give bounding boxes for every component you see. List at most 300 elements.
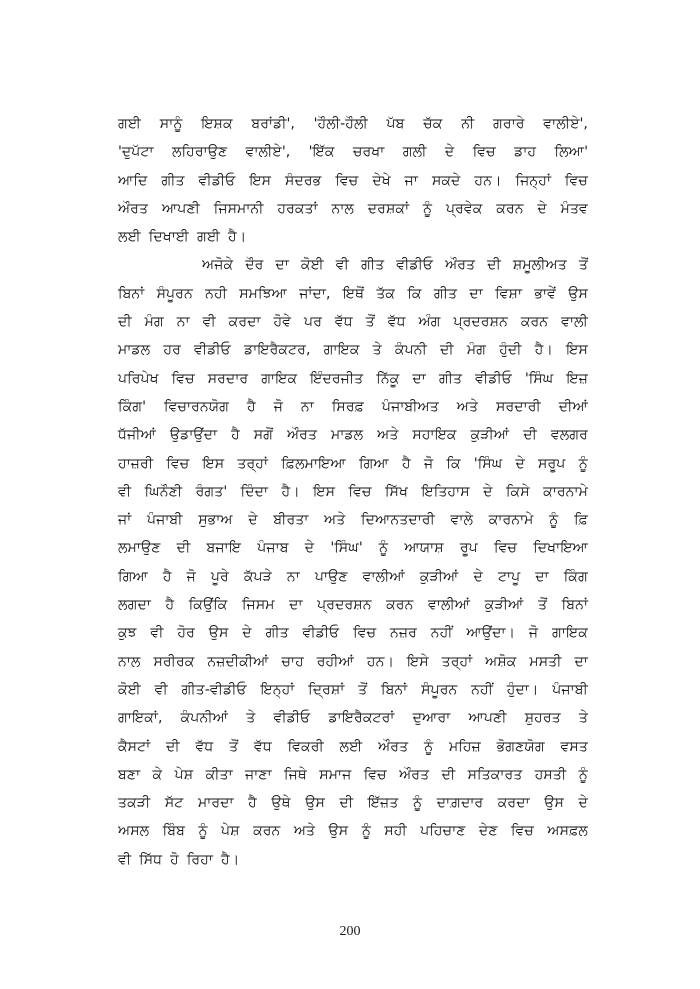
word: ਸਰੂਪ xyxy=(538,455,566,472)
word: ਮੰਗ xyxy=(144,314,164,331)
word: ਉਸ xyxy=(568,285,588,302)
paragraph xyxy=(118,110,588,251)
word: ਹੈ xyxy=(162,568,172,585)
text-line xyxy=(118,648,588,676)
word: ਆਪਣੀ xyxy=(468,710,507,727)
word: ਦ੍ਰਿਸ਼ਾਂ xyxy=(308,681,345,698)
word: ਪਹਿਚਾਣ xyxy=(420,823,466,840)
word: ਵੱਧ xyxy=(334,314,353,331)
text-line xyxy=(118,478,588,506)
body-text xyxy=(118,110,588,874)
word: ਤੇ xyxy=(578,710,588,727)
word: ਗੀਤ xyxy=(438,370,463,387)
word: ਸੰਪੂਰਨ xyxy=(156,285,193,302)
word: ਦੌਰ xyxy=(245,257,264,274)
word: ਵਲਗਰ xyxy=(550,427,588,444)
word: ਵੱਧ xyxy=(253,738,272,755)
word: ਪ੍ਰਦਰਸ਼ਨ xyxy=(317,597,372,614)
word: ਵੱਧ xyxy=(195,738,214,755)
word: ਗਈ xyxy=(118,116,142,132)
word: ਨੂੰ xyxy=(412,795,423,812)
word: ਔਰਤ xyxy=(287,427,318,444)
word: ਧੱਜੀਆਂ xyxy=(118,427,156,444)
text-line xyxy=(118,167,588,195)
word: ਹਾਜ਼ਰੀ xyxy=(118,455,154,472)
word: ਵਿਸ਼ਾ xyxy=(495,285,523,302)
word: ਮਾਡਲ xyxy=(118,342,151,359)
word: ਵੀ xyxy=(202,314,216,331)
word: ਕੁੜੀਆਂ xyxy=(470,427,510,444)
word: ਗਲੀ xyxy=(402,144,427,161)
word: ਗੀਤ xyxy=(161,172,185,189)
word: ਕੀਤਾ xyxy=(205,766,233,783)
word: ਕਿੰਗ xyxy=(563,568,588,585)
text-line xyxy=(118,421,588,449)
word: ਤਰ੍ਹਾਂ xyxy=(441,653,473,670)
word: ਕੰਪਨੀ xyxy=(394,342,427,359)
word: ਸਿੱਖ xyxy=(384,483,408,500)
word: ਬਿੰਬ xyxy=(162,823,185,840)
word: ਦੇਖੇ xyxy=(372,172,391,189)
word: ਸ਼ਮੂਲੀਅਤ xyxy=(512,257,567,274)
word: ਤੋਂ xyxy=(365,314,375,331)
word: ਮਹਿਜ਼ xyxy=(448,738,481,755)
text-line xyxy=(118,393,588,421)
word: ਉਸ xyxy=(328,823,349,840)
word: ਅਤੇ xyxy=(456,398,479,415)
word: ਸਰੀਰਕ xyxy=(153,653,195,670)
word: ਜੋ xyxy=(528,625,539,642)
word: ਕੰਪਨੀਆਂ xyxy=(180,710,229,727)
word: ਦੀ xyxy=(118,314,132,331)
word: ਹੋਵੇ xyxy=(273,314,292,331)
word: ਔਰਤ xyxy=(445,257,476,274)
word: ਕਰਨ xyxy=(520,314,549,331)
word: ਇੱਜ਼ਤ xyxy=(367,795,399,812)
paragraph xyxy=(118,251,588,874)
word: ਦਾ xyxy=(535,568,549,585)
word: 'ਸਿੰਘ xyxy=(524,370,554,387)
word: ਨਹੀਂ xyxy=(430,625,453,642)
word: ਨੂੰ xyxy=(549,512,559,529)
word: ਪੰਜਾਬੀਅਤ xyxy=(381,398,439,415)
word: ਮਸਤੀ xyxy=(529,653,562,670)
word: ਹੈ xyxy=(231,427,240,444)
word: ਜਿਸਮ xyxy=(241,597,275,614)
text-line xyxy=(118,195,588,223)
word: ਹੈ। xyxy=(220,851,240,868)
text-line xyxy=(118,789,588,817)
word: ਸ਼ੁਹਰਤ xyxy=(524,710,561,727)
word: ਉਥੇ xyxy=(271,795,291,812)
word: ਨੂੰ xyxy=(578,766,588,783)
word: ਗੀਤ xyxy=(360,257,385,274)
word: ਪਾਉਣ xyxy=(314,568,348,585)
word: ਲਈ xyxy=(339,738,363,755)
word: ਸਿੱਧ xyxy=(139,851,163,868)
text-line xyxy=(118,251,588,279)
text-line xyxy=(118,506,588,534)
word: ਕਿ xyxy=(407,285,422,302)
word: ਹੋਰ xyxy=(177,625,195,642)
word: ਗਾਇਕ xyxy=(261,370,298,387)
word: ਪ੍ਰਵੇਕ xyxy=(445,200,483,217)
word: ਵਿਚ xyxy=(166,455,190,472)
word: ਚਰਖਾ xyxy=(352,144,385,161)
word: ਨਿੱਕੂ xyxy=(376,370,400,387)
word: ਪੰਜਾਬ xyxy=(257,540,289,557)
word: ਕਿਉਂਕਿ xyxy=(188,597,228,614)
word: ਸੱਟ xyxy=(164,795,184,812)
word: ਉਸ xyxy=(305,795,325,812)
word: ਦੇ xyxy=(248,512,258,529)
text-line xyxy=(118,534,588,562)
word: ਲਹਿਰਾਉਣ xyxy=(172,144,228,161)
word: ਗੀਤ xyxy=(265,625,289,642)
word: ਪੰਜਾਬੀ xyxy=(146,512,183,529)
word: ਵੀ xyxy=(118,483,132,500)
word: ਅਤੇ xyxy=(324,512,346,529)
text-line xyxy=(118,365,588,393)
word: ਜੋ xyxy=(186,568,196,585)
word: ਵੀਡੀਓ xyxy=(302,625,340,642)
word: ਦਾ xyxy=(275,257,289,274)
word: ਕਿ xyxy=(446,455,461,472)
word: ਇੰਦਰਜੀਤ xyxy=(310,370,364,387)
word: ਨੂੰ xyxy=(378,540,389,557)
word: ਇਸ xyxy=(566,342,588,359)
word: ਬਿਨਾਂ xyxy=(118,285,145,302)
word: ਮੰਗ xyxy=(466,342,487,359)
word: ਇਸ xyxy=(249,172,272,189)
text-line xyxy=(118,563,588,591)
word: ਗਾਇਕਾਂ, xyxy=(118,710,163,727)
word: ਹੈ। xyxy=(534,342,553,359)
text-line xyxy=(118,676,588,704)
word: ਮੰਤਵ xyxy=(560,200,588,217)
word: ਬਿਨਾਂ xyxy=(381,681,408,698)
word: ਜਿਥੇ xyxy=(284,766,307,783)
word: ਹੁੰਦਾ। xyxy=(506,681,539,698)
word: ਨੂੰ xyxy=(422,200,433,217)
word: ਸੁਭਾਅ xyxy=(198,512,233,529)
word: ਆਯਾਸ਼ xyxy=(404,540,444,557)
word: ਡਾਇਰੈਕਟਰ, xyxy=(243,342,311,359)
word: ਗਿਆ xyxy=(358,455,389,472)
word: ਰੂਪ xyxy=(459,540,478,557)
word: ਨਾ xyxy=(286,568,300,585)
word: 'ਦੁਪੱਟਾ xyxy=(118,144,154,161)
word: ਔਰਤ xyxy=(118,200,149,217)
word: ਰਿਹਾ xyxy=(186,851,213,868)
word: ਤੋਂ xyxy=(538,597,548,614)
word: ਨਜ਼ਰ xyxy=(389,625,417,642)
word: ਵਾਲੀਏ', xyxy=(245,144,291,161)
word: ਬਜਾਇ xyxy=(206,540,242,557)
text-line xyxy=(118,336,588,364)
word: ਹੈ xyxy=(247,398,256,415)
word: ਅਸ਼ੋਕ xyxy=(485,653,517,670)
word: 'ਹੌਲੀ-ਹੌਲੀ xyxy=(313,116,368,132)
word: ਨੂੰ xyxy=(361,823,371,840)
word: ਵਾਲੀਏ', xyxy=(543,116,588,132)
word: ਜਾਂਦਾ, xyxy=(299,285,331,302)
word: ਬਣਾ xyxy=(118,766,141,783)
word: ਔਰਤ xyxy=(378,738,409,755)
word: ਗਰਾਰੇ xyxy=(493,116,525,132)
word: ਰਹੀਆਂ xyxy=(316,653,354,670)
word: ਘਿਨੌਣੀ xyxy=(144,483,183,500)
word: ਦੇ xyxy=(483,483,493,500)
word: ਨਾਲ xyxy=(118,653,141,670)
word: ਸਾਨੂੰ xyxy=(159,116,183,132)
word: ਨਾ xyxy=(176,314,190,331)
word: ਆਦਿ xyxy=(118,172,148,189)
word: ਹੋ xyxy=(170,851,179,868)
word: ਇਜ਼ xyxy=(566,370,588,387)
word: ਔਰਤ xyxy=(399,766,430,783)
word: ਉਸ xyxy=(544,795,564,812)
word: ਦੇ xyxy=(537,200,547,217)
word: ਸਰਦਾਰੀ xyxy=(496,398,541,415)
word: ਮਾਰਦਾ xyxy=(197,795,234,812)
text-line xyxy=(118,761,588,789)
word: ਸਤਿਕਾਰਤ xyxy=(467,766,523,783)
word: ਇਸ xyxy=(313,483,336,500)
word: ਰੰਗਤ' xyxy=(195,483,228,500)
word: ਗਾਇਕ xyxy=(551,625,588,642)
word: ਸਹੀ xyxy=(384,823,407,840)
text-line xyxy=(118,619,588,647)
word: ਚਾਹ xyxy=(281,653,304,670)
word: ਸਕਦੇ xyxy=(431,172,461,189)
word: ਵਾਲੀਆਂ xyxy=(362,568,405,585)
word: ਗੀਤ-ਵੀਡੀਓ xyxy=(181,681,247,698)
word: ਨਹੀਂ xyxy=(471,681,493,698)
text-line xyxy=(118,280,588,308)
word: ਦਾ xyxy=(574,653,588,670)
word: ਦੇ xyxy=(578,795,588,812)
word: ਵਿਚ xyxy=(564,172,588,189)
word: ਹੈ xyxy=(402,455,411,472)
word: ਦੇ xyxy=(304,540,315,557)
word: ਦੇਣ xyxy=(478,823,498,840)
word: ਸਿਰਫ਼ xyxy=(331,398,364,415)
word: ਤੱਕ xyxy=(376,285,396,302)
word: ਨੂੰ xyxy=(423,738,434,755)
word: ਪੇਸ਼ xyxy=(174,766,194,783)
word: ਵਿਚ xyxy=(494,540,518,557)
word: ਵੀਡੀਓ xyxy=(198,172,236,189)
word: ਦੀ xyxy=(339,795,354,812)
word: ਕੁਝ xyxy=(118,625,137,642)
word: ਹਨ। xyxy=(366,653,395,670)
word: ਪਰ xyxy=(304,314,322,331)
word: ਦੇ xyxy=(473,568,483,585)
word: ਨਾ xyxy=(300,398,314,415)
word: ਬਿਨਾਂ xyxy=(561,597,588,614)
word: ਹਨ। xyxy=(474,172,502,189)
word: ਨਹੀ xyxy=(205,285,227,302)
word: 'ਸਿੰਘ xyxy=(473,455,503,472)
word: ਦੀ xyxy=(523,427,537,444)
word: ਵਿਚਾਰਨਯੋਗ xyxy=(164,398,230,415)
word: ਦਾਗ਼ਦਾਰ xyxy=(436,795,484,812)
word: ਕੁੜੀਆਂ xyxy=(419,568,459,585)
word: ਗਈ xyxy=(196,229,220,246)
word: ਤੇ xyxy=(246,710,256,727)
word: ਪੇਸ਼ xyxy=(221,823,240,840)
word: ਦਾ xyxy=(289,597,303,614)
word: ਗੀਤ xyxy=(433,285,458,302)
word: ਜਾਂ xyxy=(118,512,132,529)
word: ਹੁੰਦੀ xyxy=(499,342,522,359)
word: ਇਸ xyxy=(202,455,225,472)
word: ਤੋਂ xyxy=(229,738,239,755)
text-line xyxy=(118,733,588,761)
word: ਦਾ xyxy=(412,370,426,387)
word: ਨਾਲ xyxy=(331,200,354,217)
word: ਵਾਲੀਆਂ xyxy=(427,597,471,614)
word: ਦੇ xyxy=(242,625,252,642)
word: ਹਰਕਤਾਂ xyxy=(277,200,318,217)
word: ਤੇ xyxy=(372,342,382,359)
word: ਦੀ xyxy=(487,257,501,274)
word: ਸਮਾਜ xyxy=(319,766,352,783)
word: ਕੈਸਟਾਂ xyxy=(118,738,151,755)
word: ਗਿਆ xyxy=(118,568,148,585)
word: ਉਡਾਉਂਦਾ xyxy=(169,427,218,444)
word: ਚੱਕ xyxy=(423,116,443,132)
word: ਤਰ੍ਹਾਂ xyxy=(237,455,269,472)
word: ਕਿੰਗ' xyxy=(118,398,147,415)
word: ਕਰਦਾ xyxy=(228,314,261,331)
word: ਸਗੋਂ xyxy=(253,427,274,444)
word: ਪੂਰੇ xyxy=(210,568,229,585)
word: ਲਿਆ' xyxy=(554,144,588,161)
word: ਵਿਚ xyxy=(353,625,377,642)
word: ਜਾ xyxy=(404,172,418,189)
word: ਵੀ xyxy=(335,257,349,274)
word: ਹੈ। xyxy=(281,483,300,500)
word: ਜੋ xyxy=(273,398,283,415)
word: ਹਸਤੀ xyxy=(534,766,567,783)
word: ਵੀਡੀਓ xyxy=(396,257,434,274)
word: ਡਾਹ xyxy=(514,144,537,161)
word: ਦੀ xyxy=(440,342,454,359)
word: ਨਜ਼ਦੀਕੀਆਂ xyxy=(207,653,269,670)
word: ਡਾਇਰੈਕਟਰਾਂ xyxy=(328,710,395,727)
word: ਸਹਾਇਕ xyxy=(412,427,457,444)
word: ਵਿਚ xyxy=(171,370,195,387)
word: ਜਿਨ੍ਹਾਂ xyxy=(515,172,551,189)
word: ਦੀ xyxy=(176,540,191,557)
word: ਦਿਖਾਇਆ xyxy=(533,540,588,557)
word: ਨੀ xyxy=(461,116,475,132)
word: ਦਰਸ਼ਕਾਂ xyxy=(367,200,410,217)
word: ਇਨ੍ਹਾਂ xyxy=(260,681,295,698)
word: ਇਸੇ xyxy=(406,653,429,670)
word: ਬਰਾਂਡੀ', xyxy=(251,116,295,132)
word: ਟਾਪੂ xyxy=(497,568,521,585)
word: 'ਇੱਕ xyxy=(308,144,335,161)
word: ਦਿਖਾਈ xyxy=(148,229,189,246)
word: ਇਸ਼ਕ xyxy=(201,116,233,132)
text-line xyxy=(118,308,588,336)
word: ਸਮਝਿਆ xyxy=(239,285,287,302)
word: ਵਿਚ xyxy=(472,144,496,161)
word: ਵਿਕਰੀ xyxy=(287,738,324,755)
word: ਨੂੰ xyxy=(198,823,208,840)
word: ਕੁੜੀਆਂ xyxy=(484,597,524,614)
word: ਮਾਡਲ xyxy=(331,427,364,444)
word: ਇਤਿਹਾਸ xyxy=(421,483,470,500)
text-line xyxy=(118,450,588,478)
text-line xyxy=(118,846,588,874)
word: ਕਾਰਨਾਮੇ xyxy=(488,512,534,529)
word: ਕੋਈ xyxy=(300,257,324,274)
word: ਪੰਜਾਬੀ xyxy=(552,681,588,698)
word: ਕਰਦਾ xyxy=(497,795,530,812)
word: ਕੋਈ xyxy=(118,681,141,698)
word: ਵਿਚ xyxy=(363,766,387,783)
word: ਦੇ xyxy=(515,455,525,472)
word: ਅਸਫ਼ਲ xyxy=(547,823,588,840)
word: ਪੱਬ xyxy=(386,116,405,132)
word: ਦਿਆਨਤਦਾਰੀ xyxy=(361,512,435,529)
word: ਹੈ। xyxy=(228,229,247,246)
word: ਵੀ xyxy=(118,851,132,868)
word: ਵੀ xyxy=(154,681,168,698)
word: ਜੋ xyxy=(423,455,434,472)
word: ਵੱਧ xyxy=(387,314,406,331)
word: ਫ਼ਿਲਮਾਇਆ xyxy=(281,455,346,472)
word: ਦੇ xyxy=(444,144,455,161)
word: ਵਸਤ xyxy=(560,738,588,755)
word: ਅਜੋਕੇ xyxy=(202,257,234,274)
word: ਅੰਗ xyxy=(418,314,441,331)
word: ਆਉਂਦਾ। xyxy=(466,625,516,642)
word: ਕਰਨ xyxy=(496,200,524,217)
word: ਹੈ xyxy=(165,597,175,614)
word: ਉਸ xyxy=(208,625,229,642)
word: ਕਿਸੇ xyxy=(505,483,530,500)
word: ਪਰਿਪੇਖ xyxy=(118,370,159,387)
word: ਵਿਚ xyxy=(348,483,372,500)
text-line xyxy=(118,591,588,619)
word: 'ਸਿੰਘ' xyxy=(330,540,363,557)
text-line xyxy=(118,110,588,138)
word: ਕਰਨ xyxy=(253,823,281,840)
word: ਗਾਇਕ xyxy=(323,342,360,359)
word: ਇਥੋਂ xyxy=(342,285,365,302)
word: ਅਸਲ xyxy=(118,823,150,840)
word: ਕੱਪੜੇ xyxy=(243,568,272,585)
word: ਜਿਸਮਾਨੀ xyxy=(213,200,264,217)
word: ਜਾਣਾ xyxy=(245,766,272,783)
word: ਵੀਡੀਓ xyxy=(194,342,231,359)
word: ਅਤੇ xyxy=(293,823,316,840)
word: ਬੀਰਤਾ xyxy=(273,512,309,529)
word: ਦਿੰਦਾ xyxy=(240,483,269,500)
word: ਦੁਆਰਾ xyxy=(412,710,451,727)
text-line xyxy=(118,223,588,251)
word: ਵਿਚ xyxy=(510,823,534,840)
word: ਵਾਲੀ xyxy=(561,314,588,331)
word: ਨੂੰ xyxy=(578,455,588,472)
word: ਲਮਾਉਣ xyxy=(118,540,161,557)
word: ਆਪਣੀ xyxy=(161,200,200,217)
